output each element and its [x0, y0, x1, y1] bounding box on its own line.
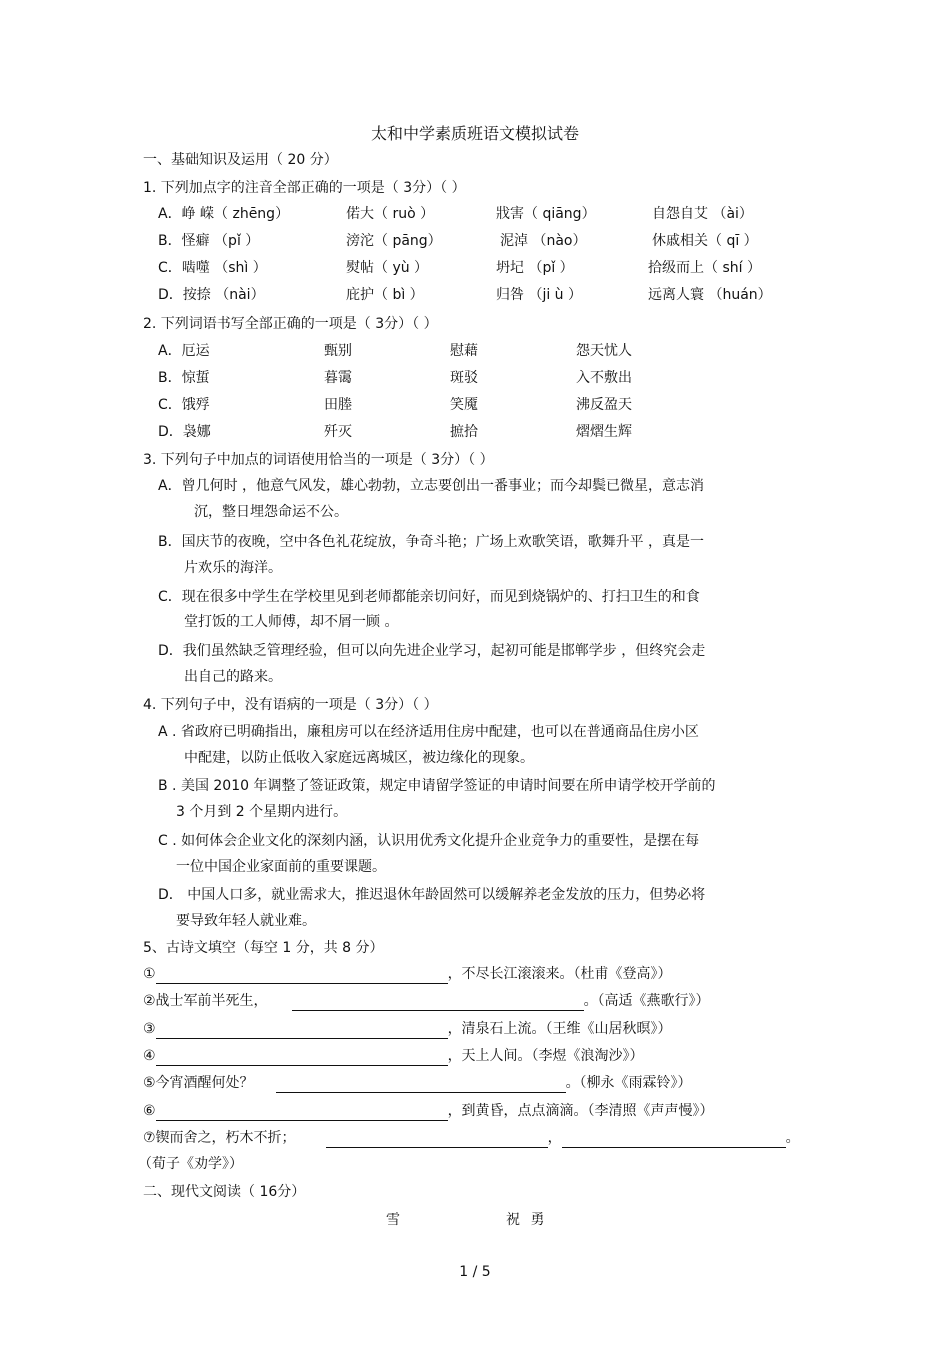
- option-cell: 滂沱（ pāng）: [346, 233, 442, 249]
- article-author: 祝 勇: [506, 1212, 545, 1228]
- page-title: 太和中学素质班语文模拟试卷: [370, 124, 579, 143]
- fill-in-suffix: 。: [785, 1130, 800, 1146]
- option-line: A．曾几何时 ，他意气风发，雄心勃勃，立志要创出一番事业；而今却鬓已微星，意志消: [158, 478, 705, 494]
- answer-blank[interactable]: [292, 994, 584, 1011]
- option-line: D．我们虽然缺乏管理经验，但可以向先进企业学习，起初可能是邯郸学步 ，但终究会走: [158, 643, 706, 659]
- option-line: 中配建，以防止低收入家庭远离城区，被边缘化的现象。: [184, 750, 534, 766]
- fill-in-line: [143, 1101, 714, 1121]
- option-cell: 歼灭: [324, 424, 352, 440]
- fill-in-middle: ，: [547, 1130, 562, 1146]
- option-line: 3 个月到 2 个星期内进行。: [176, 804, 348, 820]
- option-cell: 摭拾: [450, 424, 478, 440]
- fill-in-prefix: ③: [143, 1021, 156, 1037]
- fill-in-source: （荀子《劝学》）: [138, 1156, 243, 1172]
- question-stem: 3. 下列句子中加点的词语使用恰当的一项是（ 3分）（ ）: [143, 452, 494, 468]
- fill-in-line: [143, 964, 672, 984]
- section-heading: 一、基础知识及运用（ 20 分）: [143, 152, 338, 168]
- question-stem: 4. 下列句子中，没有语病的一项是（ 3分）（ ）: [143, 697, 438, 713]
- option-cell: 熠熠生辉: [576, 424, 632, 440]
- question-stem: 1. 下列加点字的注音全部正确的一项是（ 3分）（ ）: [143, 180, 466, 196]
- fill-in-line: [143, 1046, 644, 1066]
- option-cell: A．厄运: [158, 343, 210, 359]
- question-stem: 5、古诗文填空（每空 1 分，共 8 分）: [143, 940, 384, 956]
- option-line: 出自己的路来。: [184, 669, 282, 685]
- fill-in-line: [143, 1128, 800, 1148]
- option-cell: B．怪癖 （pǐ ）: [158, 233, 260, 249]
- option-cell: 偌大（ ruò ）: [346, 206, 435, 222]
- fill-in-prefix: ④: [143, 1048, 156, 1064]
- fill-in-prefix: ②战士军前半死生，: [143, 993, 268, 1009]
- option-cell: 怨天忧人: [576, 343, 632, 359]
- option-cell: 拾级而上（ shí ）: [648, 260, 761, 276]
- section-heading: 二、现代文阅读（ 16分）: [143, 1184, 306, 1200]
- page-number: 1 / 5: [459, 1264, 491, 1280]
- option-line: B．国庆节的夜晚，空中各色礼花绽放，争奇斗艳；广场上欢歌笑语，歌舞升平 ，真是一: [158, 534, 705, 550]
- fill-in-line: [143, 991, 710, 1011]
- option-cell: C．啮噬 （shì ）: [158, 260, 267, 276]
- option-line: C . 如何体会企业文化的深刻内涵，认识用优秀文化提升企业竞争力的重要性，是摆在每: [158, 833, 700, 849]
- option-cell: 远离人寰 （huán）: [648, 287, 772, 303]
- fill-in-suffix: 。（高适《燕歌行》）: [583, 993, 710, 1009]
- option-cell: 自怨自艾 （ài）: [652, 206, 753, 222]
- fill-in-suffix: ，到黄昏，点点滴滴。（李清照《声声慢》）: [447, 1103, 714, 1119]
- answer-blank[interactable]: [156, 1049, 448, 1066]
- option-cell: 斑驳: [450, 370, 478, 386]
- option-cell: B．惊蜇: [158, 370, 210, 386]
- answer-blank[interactable]: [276, 1076, 566, 1093]
- fill-in-suffix: ，不尽长江滚滚来。（杜甫《登高》）: [447, 966, 672, 982]
- option-line: 片欢乐的海洋。: [184, 560, 282, 576]
- fill-in-prefix: ①: [143, 966, 156, 982]
- option-cell: 甄别: [324, 343, 352, 359]
- option-cell: 泥淖 （nào）: [500, 233, 587, 249]
- option-cell: D．按捺 （nài）: [158, 287, 265, 303]
- option-line: 一位中国企业家面前的重要课题。: [176, 859, 386, 875]
- article-title: 雪: [386, 1212, 400, 1228]
- option-line: D． 中国人口多，就业需求大，推迟退休年龄固然可以缓解养老金发放的压力，但势必将: [158, 887, 706, 903]
- answer-blank[interactable]: [156, 1104, 448, 1121]
- option-cell: 入不敷出: [576, 370, 632, 386]
- question-stem: 2. 下列词语书写全部正确的一项是（ 3分）（ ）: [143, 316, 438, 332]
- option-cell: C．饿殍: [158, 397, 210, 413]
- option-cell: 田塍: [324, 397, 352, 413]
- option-cell: 休戚相关（ qī ）: [652, 233, 758, 249]
- option-cell: 慰藉: [450, 343, 478, 359]
- fill-in-suffix: ，天上人间。（李煜《浪淘沙》）: [447, 1048, 644, 1064]
- option-cell: A．峥 嵘（ zhēng）: [158, 206, 290, 222]
- option-line: 沉，整日埋怨命运不公。: [194, 504, 348, 520]
- option-line: 堂打饭的工人师傅，却不屑一顾 。: [184, 614, 399, 630]
- answer-blank[interactable]: [326, 1131, 548, 1148]
- option-line: C．现在很多中学生在学校里见到老师都能亲切问好，而见到烧锅炉的、打扫卫生的和食: [158, 589, 700, 605]
- option-cell: 暮霭: [324, 370, 352, 386]
- fill-in-line: [143, 1019, 672, 1039]
- option-cell: D．袅娜: [158, 424, 211, 440]
- option-cell: 戕害（ qiāng）: [496, 206, 596, 222]
- option-cell: 坍圮 （pǐ ）: [496, 260, 574, 276]
- option-line: 要导致年轻人就业难。: [176, 913, 316, 929]
- option-cell: 庇护（ bì ）: [346, 287, 424, 303]
- answer-blank[interactable]: [562, 1131, 786, 1148]
- fill-in-line: [143, 1073, 692, 1093]
- fill-in-suffix: 。（柳永《雨霖铃》）: [565, 1075, 692, 1091]
- fill-in-suffix: ，清泉石上流。（王维《山居秋暝》）: [447, 1021, 672, 1037]
- option-cell: 笑魇: [450, 397, 478, 413]
- fill-in-prefix: ⑦锲而舍之，朽木不折；: [143, 1130, 296, 1146]
- option-line: B . 美国 2010 年调整了签证政策，规定申请留学签证的申请时间要在所申请学校开学前的: [158, 778, 716, 794]
- answer-blank[interactable]: [156, 1022, 448, 1039]
- option-cell: 沸反盈天: [576, 397, 632, 413]
- option-cell: 归咎 （ji ù ）: [496, 287, 583, 303]
- option-cell: 熨帖（ yù ）: [346, 260, 429, 276]
- option-line: A . 省政府已明确指出，廉租房可以在经济适用住房中配建，也可以在普通商品住房小区: [158, 724, 699, 740]
- fill-in-prefix: ⑥: [143, 1103, 156, 1119]
- answer-blank[interactable]: [156, 967, 448, 984]
- fill-in-prefix: ⑤今宵酒醒何处？: [143, 1075, 254, 1091]
